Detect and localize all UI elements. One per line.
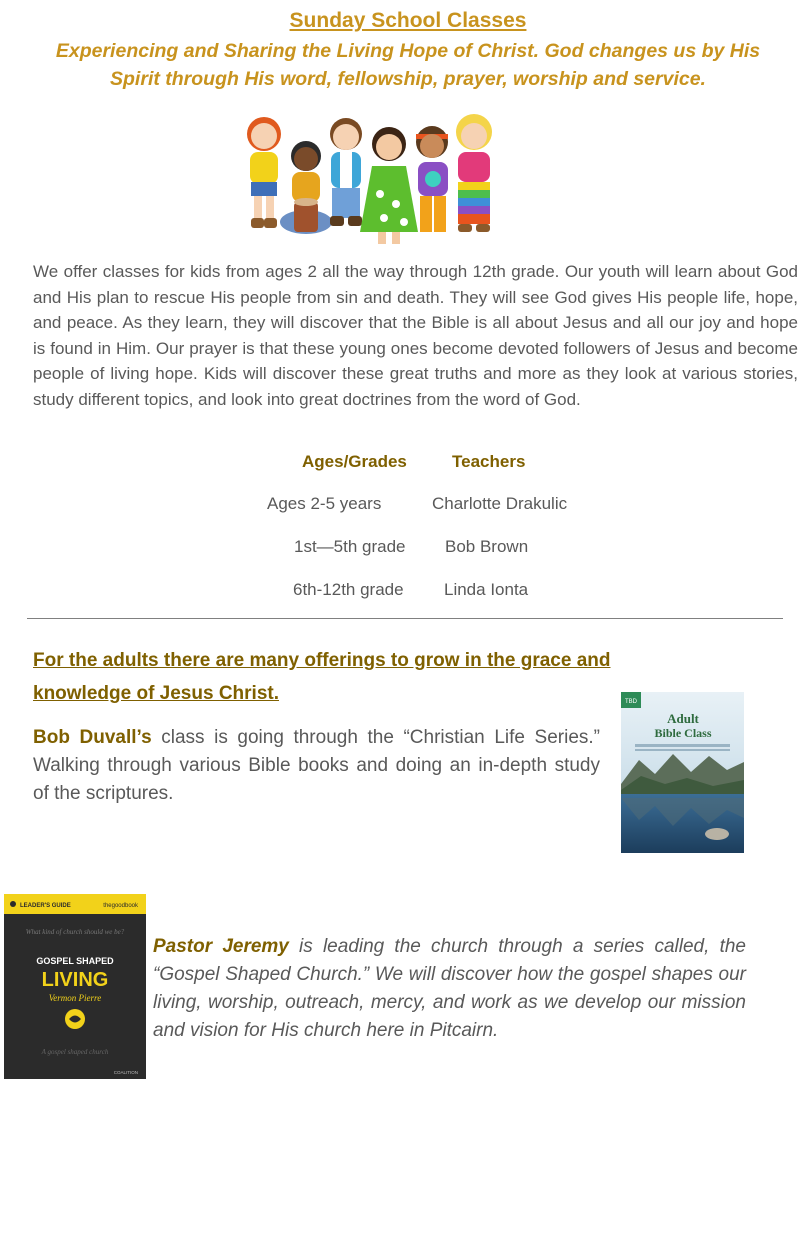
duvall-name: Bob Duvall’s — [33, 727, 152, 748]
duvall-class-paragraph — [33, 724, 600, 808]
duvall-text: class is going through the “Christian Life Series.” Walking through various Bible books and doing an in-depth study of the scriptures. — [33, 727, 600, 804]
gospel-shaped-living-cover — [4, 894, 146, 1079]
gospel-cover-series: A gospel shaped church — [41, 1048, 109, 1056]
grade-teacher-cell: Charlotte Drakulic — [432, 494, 568, 513]
kid-figure — [360, 127, 418, 244]
jeremy-text: is leading the church through a series called, the “Gospel Shaped Church.” We will discover how the gospel shapes our living, worship, outreach, mercy, and work as we develop our mission and vision for His church here in Pitcairn. — [153, 936, 746, 1041]
adult-cover-title-line1: Adult — [667, 711, 699, 726]
page-title: Sunday School Classes — [289, 9, 527, 32]
gospel-cover-question: What kind of church should we be? — [25, 928, 125, 936]
tagline: Experiencing and Sharing the Living Hope of Christ. God changes us by His Spirit through His word, fellowship, prayer, worship and service. — [55, 40, 761, 90]
grade-ages-cell: 6th-12th grade — [293, 580, 404, 599]
grade-teacher-cell: Linda Ionta — [444, 580, 529, 599]
intro-paragraph: We offer classes for kids from ages 2 all the way through 12th grade. Our youth will learn about God and His plan to rescue His people from sin and death. They will see God gives His people life, hope, and peace. As they learn, they will discover that the Bible is all about Jesus and all our joy and hope is found in Him. Our prayer is that these young ones become devoted followers of Jesus and become people of living hope. Kids will discover these great truths and more as they look at various stories, study different topics, and look into great doctrines from the word of God. — [33, 262, 798, 409]
ages-grades-header: Ages/Grades — [302, 452, 407, 471]
section-divider — [27, 618, 783, 619]
adult-cover-title-line2: Bible Class — [654, 726, 712, 740]
kids-illustration — [234, 104, 514, 250]
adult-cover-badge: TBD — [625, 699, 637, 705]
adults-heading: For the adults there are many offerings to grow in the grace and knowledge of Jesus Christ. — [33, 650, 611, 704]
jeremy-name: Pastor Jeremy — [153, 936, 289, 957]
kid-figure — [247, 117, 281, 228]
leaders-guide-icon — [10, 901, 16, 907]
adult-bible-class-cover — [621, 692, 744, 853]
gospel-cover-publisher: thegoodbook — [103, 903, 138, 909]
gospel-cover-line1: GOSPEL SHAPED — [36, 956, 114, 966]
jeremy-series-paragraph — [153, 933, 746, 1045]
gospel-cover-author: Vermon Pierre — [48, 993, 102, 1003]
grade-teacher-cell: Bob Brown — [445, 537, 529, 556]
kid-figure — [456, 114, 492, 232]
grade-ages-cell: 1st—5th grade — [294, 537, 406, 556]
kid-figure — [330, 118, 362, 226]
grade-ages-cell: Ages 2-5 years — [267, 494, 382, 513]
teachers-header: Teachers — [452, 452, 526, 471]
gospel-cover-line2: LIVING — [41, 969, 109, 991]
gospel-cover-leaders-guide: LEADER'S GUIDE — [20, 903, 71, 909]
gospel-cover-coalition: COALITION — [113, 1070, 138, 1075]
kid-figure — [280, 141, 332, 234]
kid-figure — [416, 126, 448, 232]
